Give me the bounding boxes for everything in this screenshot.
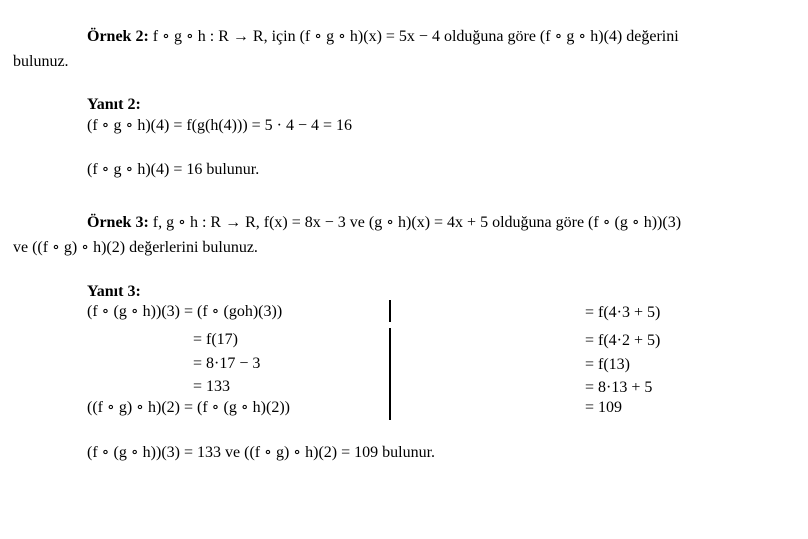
example2-result: (f ∘ g ∘ h)(4) = 16 bulunur.: [87, 161, 260, 178]
example3-right-line-5: = 109: [585, 399, 623, 416]
example2-answer-equation: (f ∘ g ∘ h)(4) = f(g(h(4))) = 5 · 4 − 4 = 16: [87, 117, 353, 134]
example3-right-line-2: = f(4·2 + 5): [585, 332, 661, 349]
example3-right-line-3: = f(13): [585, 356, 631, 373]
example3-answer-heading: Yanıt 3:: [87, 283, 141, 300]
example3-left-line-1: (f ∘ (g ∘ h))(3) = (f ∘ (goh)(3)): [87, 303, 283, 320]
example3-right-line-1: = f(4·3 + 5): [585, 304, 661, 321]
example2-statement-text: f ∘ g ∘ h : R → R, için (f ∘ g ∘ h)(x) = 5x − 4 olduğuna göre (f ∘ g ∘ h)(4) değerini: [152, 28, 679, 45]
example2-statement-line1: [87, 27, 679, 47]
example2-heading: Örnek 2:: [87, 28, 149, 45]
example3-left-line-3: = 8·17 − 3: [193, 355, 261, 372]
example3-result: (f ∘ (g ∘ h))(3) = 133 ve ((f ∘ g) ∘ h)(2) = 109 bulunur.: [87, 444, 436, 461]
example3-statement-line1: [87, 213, 681, 233]
example3-heading: Örnek 3:: [87, 214, 149, 231]
example3-statement-text: f, g ∘ h : R → R, f(x) = 8x − 3 ve (g ∘ h)(x) = 4x + 5 olduğuna göre (f ∘ (g ∘ h))(3): [152, 214, 682, 231]
example2-answer-heading: Yanıt 2:: [87, 96, 141, 113]
example3-left-line-4: = 133: [193, 378, 231, 395]
example3-left-line-2: = f(17): [193, 331, 239, 348]
example3-statement-line2: ve ((f ∘ g) ∘ h)(2) değerlerini bulunuz.: [13, 239, 258, 256]
example3-right-line-4: = 8·13 + 5: [585, 379, 653, 396]
example3-left-line-5: ((f ∘ g) ∘ h)(2) = (f ∘ (g ∘ h)(2)): [87, 399, 290, 416]
column-divider-top: [389, 300, 391, 322]
column-divider-bottom: [389, 328, 391, 420]
example2-statement-line2: bulunuz.: [13, 53, 69, 70]
